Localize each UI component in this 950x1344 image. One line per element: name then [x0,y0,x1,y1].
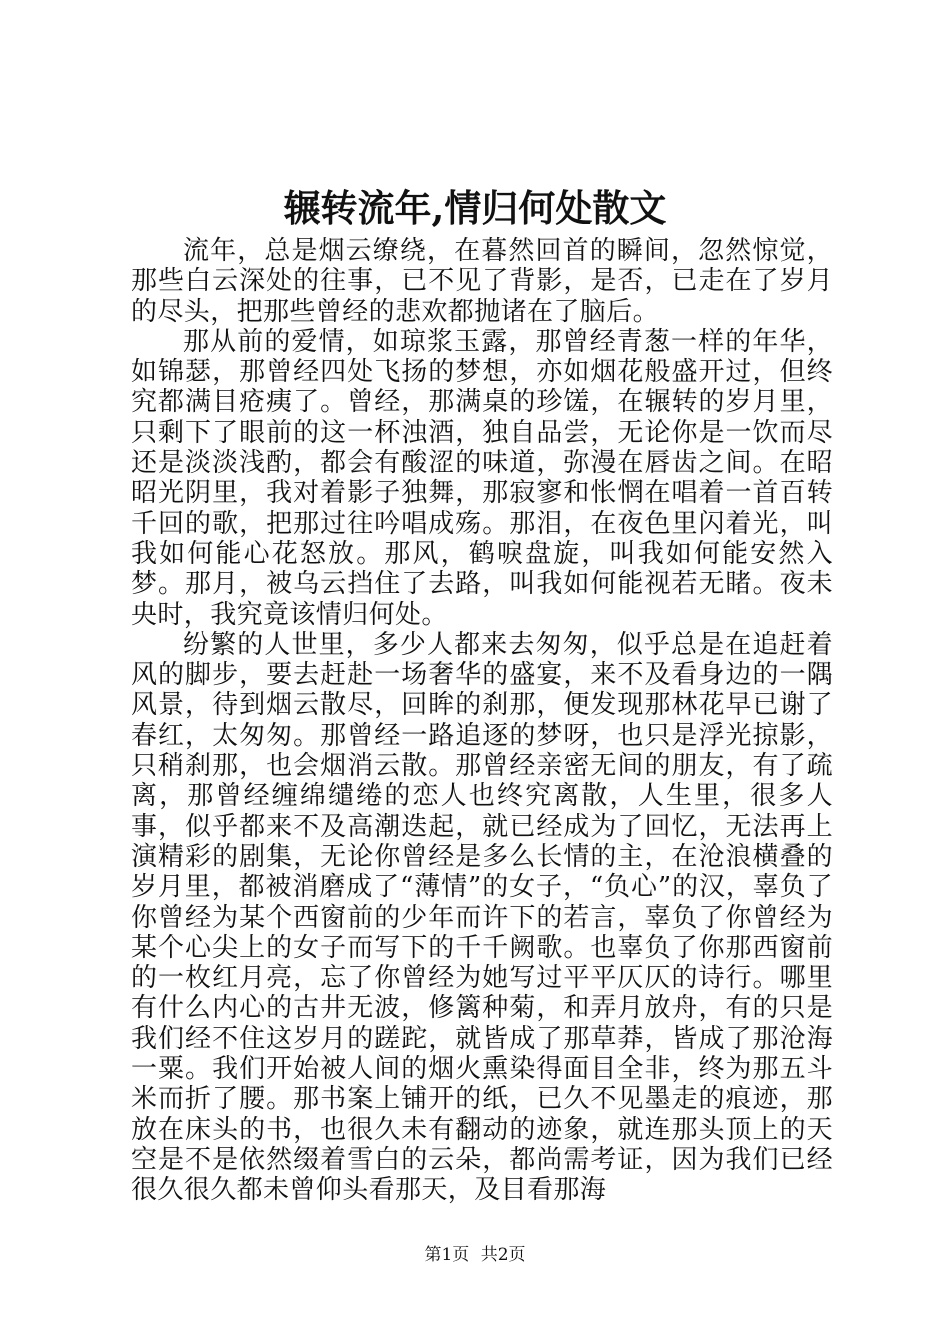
paragraph-2: 那从前的爱情，如琼浆玉露，那曾经青葱一样的年华，如锦瑟，那曾经四处飞扬的梦想，亦如烟花般盛开过，但终究都满目疮痍了。曾经，那满桌的珍馐，在辗转的岁月里，只剩下了眼前的这一杯浊酒，独自品尝，无论你是一饮而尽还是淡淡浅酌，都会有酸涩的味道，弥漫在唇齿之间。在昭昭光阴里，我对着影子独舞，那寂寥和怅惘在唱着一首百转千回的歌，把那过往吟唱成殇。那泪，在夜色里闪着光，叫我如何能心花怒放。那风，鹤唳盘旋，叫我如何能安然入梦。那月，被乌云挡住了去路，叫我如何能视若无睹。夜未央时，我究竟该情归何处。 [131,326,833,630]
page-total: 共2页 [480,1245,526,1265]
page-footer [0,1244,950,1266]
document-body [131,236,833,1206]
page-number: 第1页 [424,1245,470,1265]
document-title: 辗转流年,情归何处散文 [283,186,667,230]
paragraph-1: 流年，总是烟云缭绕，在暮然回首的瞬间，忽然惊觉，那些白云深处的往事，已不见了背影，是否，已走在了岁月的尽头，把那些曾经的悲欢都抛诸在了脑后。 [131,236,833,327]
paragraph-3: 纷繁的人世里，多少人都来去匆匆，似乎总是在追赶着风的脚步，要去赶赴一场奢华的盛宴，来不及看身边的一隅风景，待到烟云散尽，回眸的刹那，便发现那林花早已谢了春红，太匆匆。那曾经一路追逐的梦呀，也只是浮光掠影，只稍刹那，也会烟消云散。那曾经亲密无间的朋友，有了疏离，那曾经缠绵缱绻的恋人也终究离散，人生里，很多人事，似乎都来不及高潮迭起，就已经成为了回忆，无法再上演精彩的剧集，无论你曾经是多么长情的主，在沧浪横叠的岁月里，都被消磨成了“薄情”的女子，“负心”的汉，辜负了你曾经为某个西窗前的少年而许下的若言，辜负了你曾经为某个心尖上的女子而写下的千千阙歌。也辜负了你那西窗前的一枚红月亮，忘了你曾经为她写过平平仄仄的诗行。哪里有什么内心的古井无波，修篱种菊，和弄月放舟，有的只是我们经不住这岁月的蹉跎，就皆成了那草莽，皆成了那沧海一粟。我们开始被人间的烟火熏染得面目全非，终为那五斗米而折了腰。那书案上铺开的纸，已久不见墨走的痕迹，那放在床头的书，也很久未有翻动的迹象，就连那头顶上的天空是不是依然缀着雪白的云朵，都尚需考证，因为我们已经很久很久都未曾仰头看那天，及目看那海 [131,629,833,1206]
